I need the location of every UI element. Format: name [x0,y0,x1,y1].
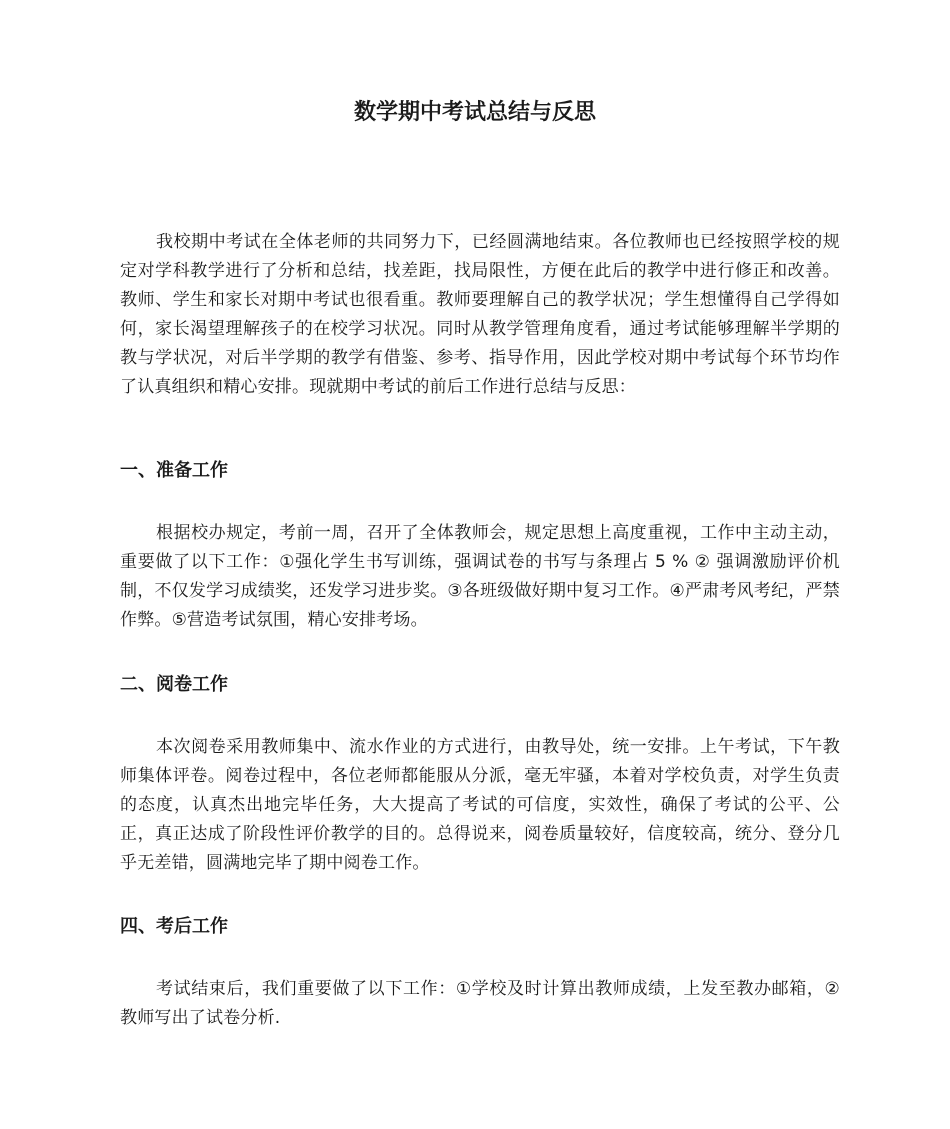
section-heading-grading: 二、阅卷工作 [120,674,228,695]
document-title: 数学期中考试总结与反思 [353,100,596,125]
section-body-post-exam: 考试结束后，我们重要做了以下工作：①学校及时计算出教师成绩，上发至教办邮箱，②教师写出了试卷分析. [120,979,840,1028]
section-heading-post-exam: 四、考后工作 [120,916,228,937]
section-body-preparation: 根据校办规定，考前一周，召开了全体教师会，规定思想上高度重视，工作中主动主动，重要做了以下工作：①强化学生书写训练，强调试卷的书写与条理占 5 % ② 强调激励评价机制，不仅发学习成绩奖，还发学习进步奖。③各班级做好期中复习工作。④严肃考风考纪，严禁作弊。⑤营造考试氛围，精心安排考场。 [120,523,840,630]
section-heading-preparation: 一、准备工作 [120,460,228,481]
intro-paragraph: 我校期中考试在全体老师的共同努力下，已经圆满地结束。各位教师也已经按照学校的规定对学科教学进行了分析和总结，找差距，找局限性，方便在此后的教学中进行修正和改善。教师、学生和家长对期中考试也很看重。教师要理解自己的教学状况；学生想懂得自己学得如何，家长渴望理解孩子的在校学习状况。同时从教学管理角度看，通过考试能够理解半学期的教与学状况，对后半学期的教学有借鉴、参考、指导作用，因此学校对期中考试每个环节均作了认真组织和精心安排。现就期中考试的前后工作进行总结与反思： [120,232,840,397]
section-body-grading: 本次阅卷采用教师集中、流水作业的方式进行，由教导处，统一安排。上午考试，下午教师集体评卷。阅卷过程中，各位老师都能服从分派，毫无牢骚，本着对学校负责，对学生负责的态度，认真杰出地完毕任务，大大提高了考试的可信度，实效性，确保了考试的公平、公正，真正达成了阶段性评价教学的目的。总得说来，阅卷质量较好，信度较高，统分、登分几乎无差错，圆满地完毕了期中阅卷工作。 [120,737,840,873]
